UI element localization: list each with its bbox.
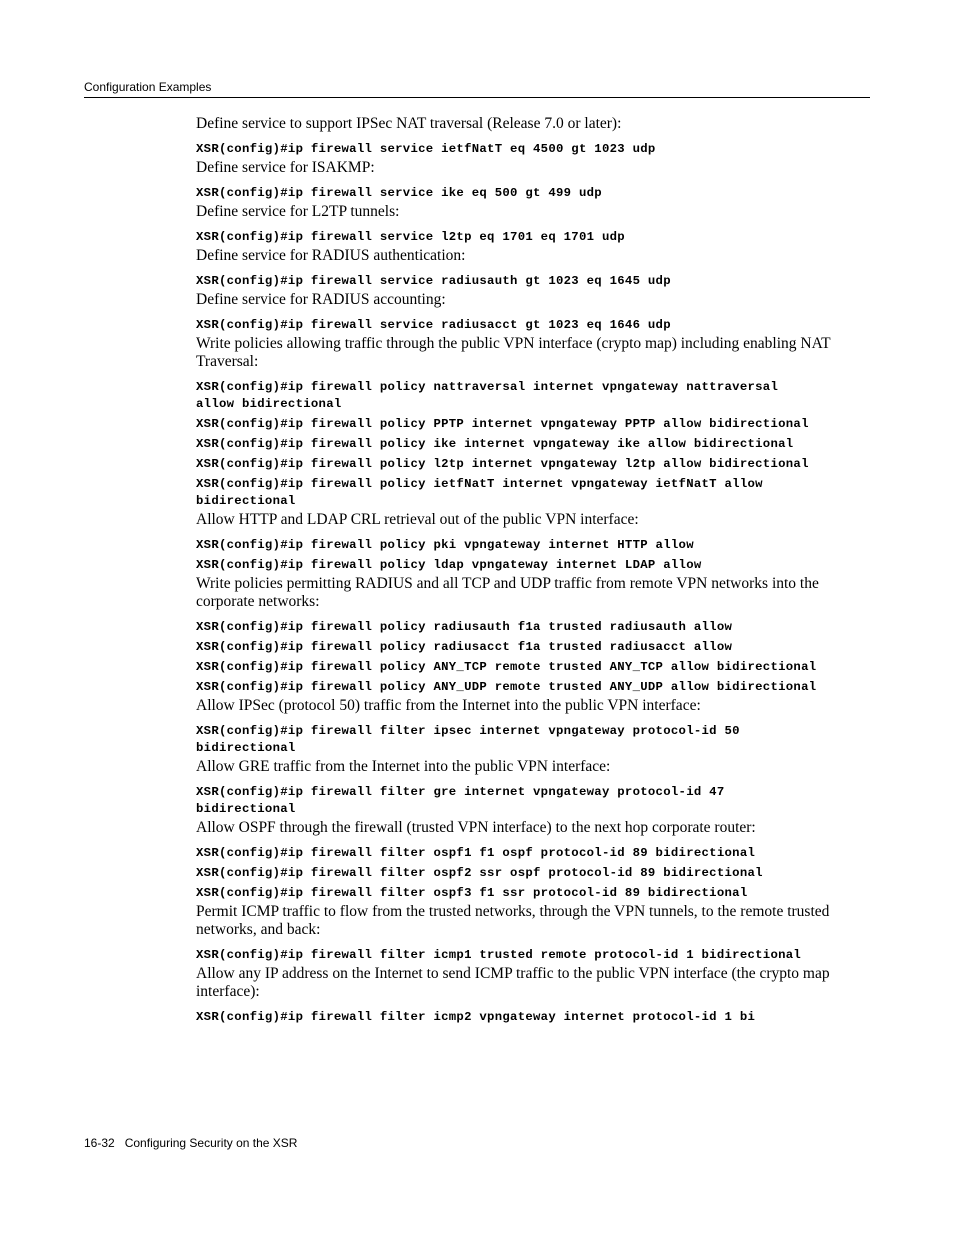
command-line: XSR(config)#ip firewall policy radiusacct f1a trusted radiusacct allow — [196, 640, 733, 654]
instruction-paragraph: Define service for L2TP tunnels: — [196, 203, 400, 220]
instruction-paragraph: Define service for ISAKMP: — [196, 159, 375, 176]
running-footer — [84, 1136, 297, 1150]
page-body — [196, 115, 886, 1026]
command-line: XSR(config)#ip firewall policy ietfNatT internet vpngateway ietfNatT allow bidirectional — [196, 477, 763, 508]
running-header: Configuration Examples — [84, 80, 212, 94]
chapter-title: Configuring Security on the XSR — [124, 1136, 298, 1150]
instruction-paragraph: Write policies permitting RADIUS and all TCP and UDP traffic from remote VPN networks into the corporate networks: — [196, 575, 819, 610]
command-line: XSR(config)#ip firewall policy ldap vpngateway internet LDAP allow — [196, 558, 702, 572]
instruction-paragraph: Define service for RADIUS authentication: — [196, 247, 466, 264]
command-line: XSR(config)#ip firewall policy PPTP internet vpngateway PPTP allow bidirectional — [196, 417, 809, 431]
command-line: XSR(config)#ip firewall filter icmp2 vpngateway internet protocol-id 1 bi — [196, 1010, 756, 1024]
instruction-paragraph: Permit ICMP traffic to flow from the trusted networks, through the VPN tunnels, to the remote trusted networks, and back: — [196, 903, 830, 938]
command-line: XSR(config)#ip firewall service radiusauth gt 1023 eq 1645 udp — [196, 274, 671, 288]
command-line: XSR(config)#ip firewall policy nattraversal internet vpngateway nattraversal allow bidirectional — [196, 380, 779, 411]
command-line: XSR(config)#ip firewall policy ANY_UDP remote trusted ANY_UDP allow bidirectional — [196, 680, 817, 694]
instruction-paragraph: Define service to support IPSec NAT traversal (Release 7.0 or later): — [196, 115, 622, 132]
command-line: XSR(config)#ip firewall filter ospf2 ssr ospf protocol-id 89 bidirectional — [196, 866, 763, 880]
command-line: XSR(config)#ip firewall filter ospf1 f1 ospf protocol-id 89 bidirectional — [196, 846, 756, 860]
command-line: XSR(config)#ip firewall filter ospf3 f1 ssr protocol-id 89 bidirectional — [196, 886, 748, 900]
instruction-paragraph: Write policies allowing traffic through the public VPN interface (crypto map) including enabling NAT Traversal: — [196, 335, 831, 370]
command-line: XSR(config)#ip firewall policy ike internet vpngateway ike allow bidirectional — [196, 437, 794, 451]
command-line: XSR(config)#ip firewall filter icmp1 trusted remote protocol-id 1 bidirectional — [196, 948, 802, 962]
instruction-paragraph: Allow HTTP and LDAP CRL retrieval out of the public VPN interface: — [196, 511, 639, 528]
command-line: XSR(config)#ip firewall policy pki vpngateway internet HTTP allow — [196, 538, 694, 552]
command-line: XSR(config)#ip firewall filter gre internet vpngateway protocol-id 47 bidirectional — [196, 785, 725, 816]
instruction-paragraph: Define service for RADIUS accounting: — [196, 291, 446, 308]
instruction-paragraph: Allow IPSec (protocol 50) traffic from the Internet into the public VPN interface: — [196, 697, 701, 714]
instruction-paragraph: Allow OSPF through the firewall (trusted VPN interface) to the next hop corporate router: — [196, 819, 756, 836]
command-line: XSR(config)#ip firewall filter ipsec internet vpngateway protocol-id 50 bidirectional — [196, 724, 740, 755]
header-divider — [84, 97, 870, 98]
page-number: 16-32 — [84, 1136, 115, 1150]
command-line: XSR(config)#ip firewall service ike eq 500 gt 499 udp — [196, 186, 602, 200]
instruction-paragraph: Allow GRE traffic from the Internet into the public VPN interface: — [196, 758, 611, 775]
command-line: XSR(config)#ip firewall policy l2tp internet vpngateway l2tp allow bidirectional — [196, 457, 809, 471]
command-line: XSR(config)#ip firewall service l2tp eq 1701 eq 1701 udp — [196, 230, 625, 244]
command-line: XSR(config)#ip firewall service ietfNatT eq 4500 gt 1023 udp — [196, 142, 656, 156]
instruction-paragraph: Allow any IP address on the Internet to send ICMP traffic to the public VPN interface (the crypto map interface): — [196, 965, 830, 1000]
command-line: XSR(config)#ip firewall policy radiusauth f1a trusted radiusauth allow — [196, 620, 733, 634]
command-line: XSR(config)#ip firewall policy ANY_TCP remote trusted ANY_TCP allow bidirectional — [196, 660, 817, 674]
command-line: XSR(config)#ip firewall service radiusacct gt 1023 eq 1646 udp — [196, 318, 671, 332]
